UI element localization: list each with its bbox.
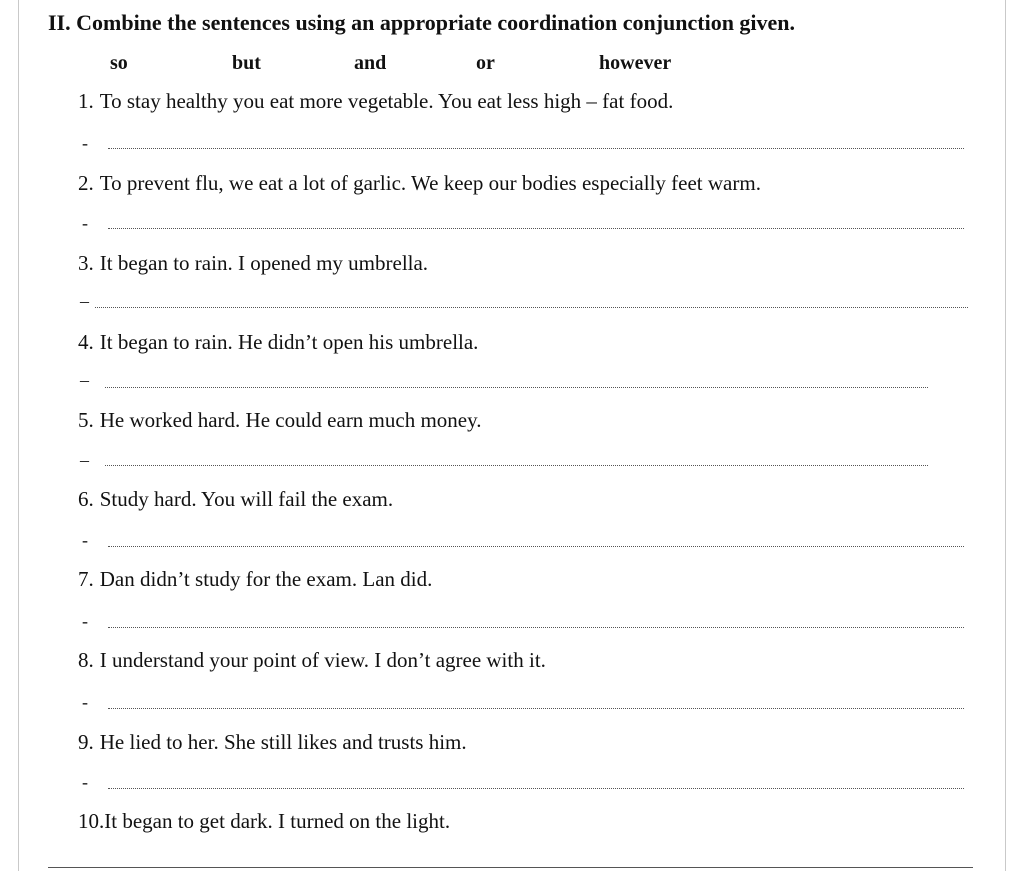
item-number: 4. xyxy=(78,330,94,354)
answer-prefix: - xyxy=(82,213,88,233)
answer-line[interactable] xyxy=(108,788,964,789)
item-number: 5. xyxy=(78,408,94,432)
answer-line[interactable] xyxy=(108,228,964,229)
sentence-item xyxy=(78,330,478,355)
sentence-item xyxy=(78,730,467,755)
word-bank-so: so xyxy=(110,52,128,74)
item-text: To stay healthy you eat more vegetable. You eat less high – fat food. xyxy=(99,89,674,113)
page-border-left xyxy=(18,0,19,871)
bottom-divider xyxy=(48,867,973,868)
answer-prefix: – xyxy=(80,291,89,311)
answer-line[interactable] xyxy=(108,627,964,628)
sentence-item xyxy=(78,487,393,512)
item-text: Dan didn’t study for the exam. Lan did. xyxy=(99,567,433,591)
item-number: 2. xyxy=(78,171,94,195)
answer-line[interactable] xyxy=(108,546,964,547)
word-bank-but: but xyxy=(232,52,261,74)
answer-prefix: - xyxy=(82,530,88,550)
item-number: 1. xyxy=(78,89,94,113)
sentence-item xyxy=(78,648,546,673)
item-number: 8. xyxy=(78,648,94,672)
answer-prefix: – xyxy=(80,370,89,390)
answer-line[interactable] xyxy=(105,387,928,388)
sentence-item xyxy=(78,251,428,276)
sentence-item xyxy=(78,809,450,834)
item-text: It began to get dark. I turned on the light. xyxy=(104,809,451,833)
page-border-right xyxy=(1005,0,1006,871)
answer-line[interactable] xyxy=(105,465,928,466)
answer-prefix: - xyxy=(82,133,88,153)
item-text: To prevent flu, we eat a lot of garlic. We keep our bodies especially feet warm. xyxy=(99,171,761,195)
item-number: 10. xyxy=(78,809,105,833)
item-text: I understand your point of view. I don’t agree with it. xyxy=(99,648,546,672)
answer-prefix: - xyxy=(82,611,88,631)
answer-prefix: - xyxy=(82,692,88,712)
item-text: He worked hard. He could earn much money. xyxy=(99,408,482,432)
item-number: 3. xyxy=(78,251,94,275)
item-number: 6. xyxy=(78,487,94,511)
answer-line[interactable] xyxy=(108,148,964,149)
item-text: He lied to her. She still likes and trusts him. xyxy=(99,730,467,754)
sentence-item xyxy=(78,567,432,592)
item-number: 9. xyxy=(78,730,94,754)
item-text: It began to rain. I opened my umbrella. xyxy=(99,251,429,275)
answer-line[interactable] xyxy=(95,307,968,308)
word-bank-however: however xyxy=(599,52,672,74)
answer-line[interactable] xyxy=(108,708,964,709)
sentence-item xyxy=(78,89,673,114)
item-text: It began to rain. He didn’t open his umbrella. xyxy=(99,330,479,354)
sentence-item xyxy=(78,408,482,433)
word-bank-or: or xyxy=(476,52,495,74)
answer-prefix: – xyxy=(80,450,89,470)
item-number: 7. xyxy=(78,567,94,591)
sentence-item xyxy=(78,171,761,196)
word-bank-and: and xyxy=(354,52,387,74)
answer-prefix: - xyxy=(82,772,88,792)
exercise-title: II. Combine the sentences using an appropriate coordination conjunction given. xyxy=(48,10,796,35)
item-text: Study hard. You will fail the exam. xyxy=(99,487,394,511)
